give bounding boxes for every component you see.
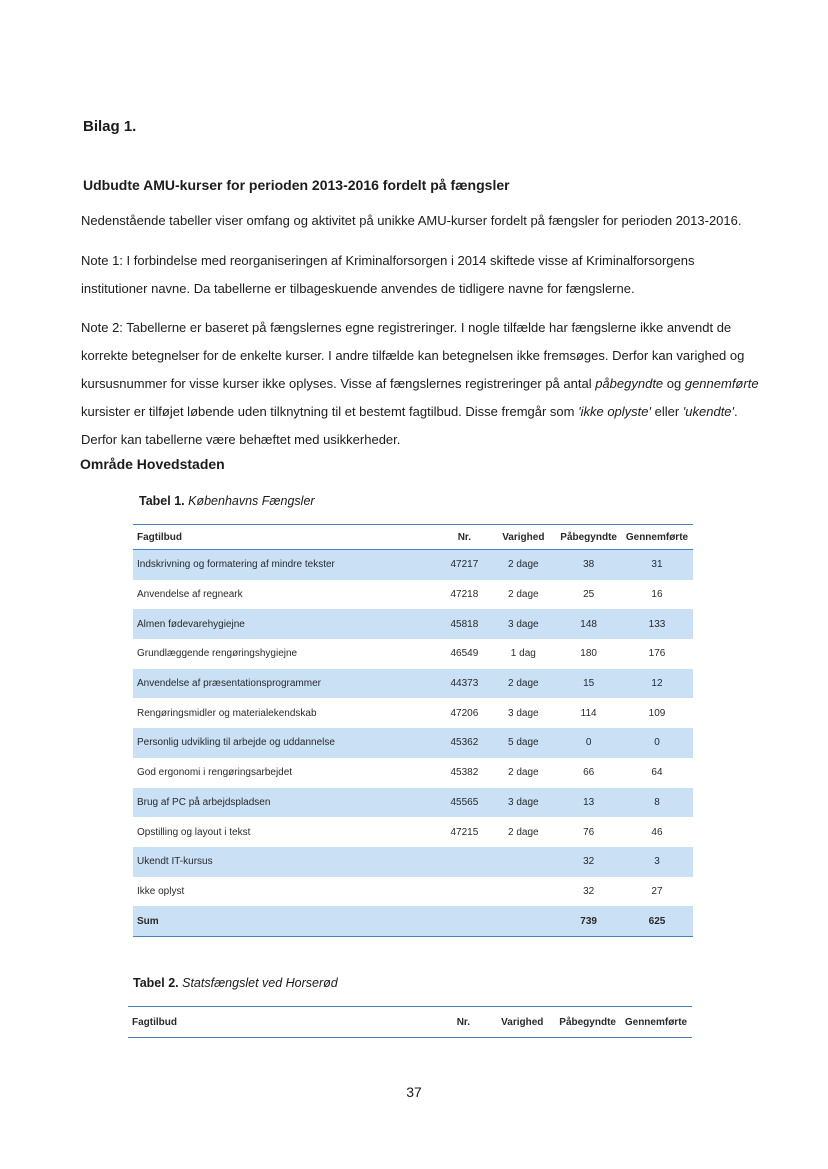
cell-varighed: 3 dage — [490, 609, 556, 639]
cell-empty — [438, 906, 490, 936]
cell-pabegyndte: 32 — [556, 847, 621, 877]
cell-varighed: 2 dage — [508, 589, 539, 601]
cell-gennemforte: 3 — [621, 847, 693, 877]
cell-fagtilbud: Ukendt IT-kursus — [133, 847, 438, 877]
note-2 — [81, 314, 761, 454]
cell-pabegyndte: 13 — [556, 788, 621, 818]
cell-varighed: 2 dage — [508, 767, 539, 779]
table2-label: Tabel 2. — [133, 976, 179, 990]
note-1-line: Note 1: I forbindelse med reorganiseringen af Kriminalforsorgen i 2014 skiftede visse af Kriminalforsorgens — [81, 253, 695, 268]
note-2-line — [81, 370, 761, 398]
table-row — [133, 609, 693, 639]
note-2-text: . — [734, 404, 738, 419]
cell-varighed: 1 dag — [510, 648, 536, 660]
col-header-pabegyndte: Påbegyndte — [555, 1007, 620, 1038]
col-header-varighed: Varighed — [489, 1007, 555, 1038]
table-row — [133, 758, 693, 788]
cell-varighed: 5 dage — [490, 728, 556, 758]
cell-gennemforte: 176 — [648, 648, 666, 660]
cell-varighed: 3 dage — [508, 707, 539, 719]
table-row — [133, 847, 693, 877]
cell-gennemforte: 16 — [651, 589, 663, 601]
cell-nr: 45818 — [438, 609, 490, 639]
table-row — [133, 877, 693, 907]
col-header-nr: Nr. — [438, 525, 490, 550]
cell-fagtilbud: Rengøringsmidler og materialekendskab — [137, 707, 317, 719]
sum-pabegyndte: 739 — [556, 906, 621, 936]
table2-caption — [133, 976, 338, 990]
table-row — [133, 728, 693, 758]
cell-gennemforte: 64 — [651, 767, 663, 779]
table2 — [128, 1006, 692, 1038]
cell-nr: 47206 — [450, 707, 479, 719]
cell-varighed — [490, 847, 556, 877]
table1-label: Tabel 1. — [139, 494, 185, 508]
table2-name: Statsfængslet ved Horserød — [182, 976, 338, 990]
cell-varighed: 3 dage — [490, 788, 556, 818]
note-2-line: korrekte betegnelser for de enkelte kurser. I andre tilfælde kan betegnelsen ikke fremsøges. Derfor kan varighed og — [81, 348, 745, 363]
cell-nr: 45382 — [450, 767, 479, 779]
cell-varighed: 2 dage — [508, 826, 539, 838]
cell-gennemforte: 8 — [621, 788, 693, 818]
col-header-fagtilbud: Fagtilbud — [133, 525, 438, 550]
cell-fagtilbud: Opstilling og layout i tekst — [137, 826, 251, 838]
table1 — [133, 524, 693, 937]
cell-gennemforte: 133 — [621, 609, 693, 639]
section-title: Udbudte AMU-kurser for perioden 2013-2016 fordelt på fængsler — [83, 177, 510, 193]
table-row — [133, 817, 693, 847]
note-2-emphasis: gennemførte — [684, 376, 759, 391]
cell-varighed: 2 dage — [490, 669, 556, 699]
col-header-fagtilbud: Fagtilbud — [128, 1007, 437, 1038]
cell-nr — [438, 847, 490, 877]
appendix-title: Bilag 1. — [83, 118, 137, 135]
cell-nr: 47215 — [450, 826, 479, 838]
table-sum-row — [133, 906, 693, 936]
cell-gennemforte: 0 — [621, 728, 693, 758]
note-2-emphasis: 'ikke oplyste' — [578, 404, 651, 419]
col-header-pabegyndte: Påbegyndte — [556, 525, 621, 550]
cell-pabegyndte: 76 — [583, 826, 595, 838]
cell-fagtilbud: Brug af PC på arbejdspladsen — [133, 788, 438, 818]
table-row — [133, 788, 693, 818]
col-header-varighed: Varighed — [490, 525, 556, 550]
cell-nr: 46549 — [450, 648, 479, 660]
table2-header-row — [128, 1007, 692, 1038]
cell-pabegyndte: 15 — [556, 669, 621, 699]
table-row — [133, 580, 693, 610]
col-header-gennemforte: Gennemførte — [620, 1007, 692, 1038]
page-number: 37 — [406, 1084, 422, 1100]
sum-gennemforte: 625 — [621, 906, 693, 936]
cell-fagtilbud: Anvendelse af regneark — [137, 589, 243, 601]
cell-gennemforte: 46 — [651, 826, 663, 838]
note-2-text: kursister er tilføjet løbende uden tilknytning til et bestemt fagtilbud. Disse fremgår som — [81, 404, 579, 419]
cell-nr — [438, 877, 490, 907]
cell-varighed: 2 dage — [490, 550, 556, 580]
note-2-line: Derfor kan tabellerne være behæftet med usikkerheder. — [81, 432, 401, 447]
cell-varighed — [490, 877, 556, 907]
cell-nr: 44373 — [438, 669, 490, 699]
note-2-emphasis: 'ukendte' — [682, 404, 735, 419]
note-2-text: eller — [651, 404, 683, 419]
intro-paragraph — [81, 207, 761, 235]
cell-pabegyndte: 148 — [556, 609, 621, 639]
cell-gennemforte: 12 — [621, 669, 693, 699]
sum-label: Sum — [133, 906, 438, 936]
cell-pabegyndte: 114 — [580, 707, 597, 719]
cell-fagtilbud: Grundlæggende rengøringshygiejne — [137, 648, 298, 660]
col-header-nr: Nr. — [437, 1007, 489, 1038]
cell-fagtilbud: Personlig udvikling til arbejde og uddannelse — [133, 728, 438, 758]
cell-pabegyndte: 180 — [580, 648, 597, 660]
table-row — [133, 669, 693, 699]
table-row — [133, 550, 693, 580]
note-2-text: kursusnummer for visse kurser ikke oplyses. Visse af fængslernes registreringer på antal — [81, 376, 596, 391]
cell-pabegyndte: 32 — [583, 885, 595, 897]
intro-text: Nedenstående tabeller viser omfang og aktivitet på unikke AMU-kurser fordelt på fængsler for perioden 2013-2016. — [81, 213, 742, 228]
cell-nr: 45565 — [438, 788, 490, 818]
cell-nr: 47217 — [438, 550, 490, 580]
cell-fagtilbud: Almen fødevarehygiejne — [133, 609, 438, 639]
cell-nr: 45362 — [438, 728, 490, 758]
note-1-line: institutioner navne. Da tabellerne er tilbageskuende anvendes de tidligere navne for fængslerne. — [81, 281, 635, 296]
cell-gennemforte: 27 — [651, 885, 663, 897]
cell-nr: 47218 — [450, 589, 479, 601]
cell-fagtilbud: Indskrivning og formatering af mindre tekster — [133, 550, 438, 580]
cell-pabegyndte: 25 — [583, 589, 595, 601]
note-2-emphasis: påbegyndte — [595, 376, 664, 391]
table-row — [133, 698, 693, 728]
cell-pabegyndte: 0 — [556, 728, 621, 758]
cell-pabegyndte: 38 — [556, 550, 621, 580]
cell-fagtilbud: Anvendelse af præsentationsprogrammer — [133, 669, 438, 699]
table1-name: Københavns Fængsler — [188, 494, 315, 508]
cell-gennemforte: 31 — [621, 550, 693, 580]
table1-caption — [139, 494, 315, 508]
cell-pabegyndte: 66 — [583, 767, 595, 779]
cell-fagtilbud: Ikke oplyst — [137, 885, 185, 897]
cell-fagtilbud: God ergonomi i rengøringsarbejdet — [137, 767, 293, 779]
note-1 — [81, 247, 761, 303]
region-title: Område Hovedstaden — [80, 456, 225, 472]
note-2-line — [81, 398, 761, 426]
col-header-gennemforte: Gennemførte — [621, 525, 693, 550]
cell-empty — [490, 906, 556, 936]
table1-header-row — [133, 525, 693, 550]
table-row — [133, 639, 693, 669]
note-2-text: og — [663, 376, 685, 391]
note-2-line: Note 2: Tabellerne er baseret på fængslernes egne registreringer. I nogle tilfælde har fængslerne ikke anvendt de — [81, 320, 732, 335]
cell-gennemforte: 109 — [648, 707, 666, 719]
